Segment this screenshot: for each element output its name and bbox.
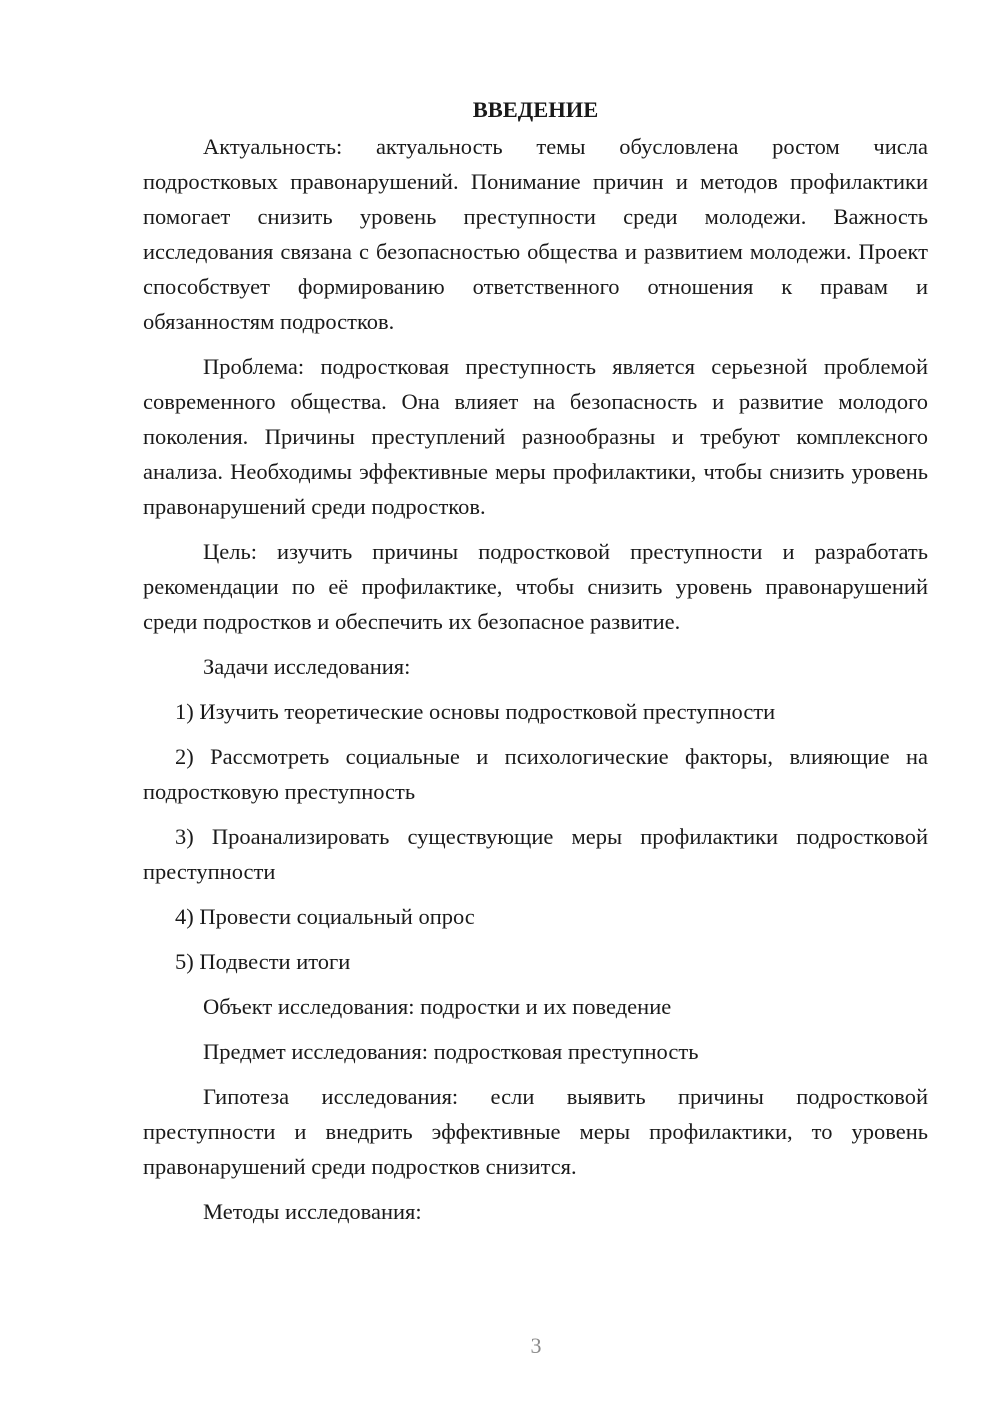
section-heading: ВВЕДЕНИЕ [472, 97, 599, 122]
goal-paragraph: Цель: изучить причины подростковой преступности и разработать рекомендации по её профилактике, чтобы снизить уровень правонарушений среди подростков и обеспечить их безопасное развитие. [143, 539, 928, 634]
page-body [143, 92, 928, 1239]
hypothesis-paragraph: Гипотеза исследования: если выявить причины подростковой преступности и внедрить эффективные меры профилактики, то уровень правонарушений среди подростков снизится. [143, 1084, 928, 1179]
page-number: 3 [530, 1333, 542, 1358]
methods-heading: Методы исследования: [203, 1199, 422, 1224]
task-item: 3) Проанализировать существующие меры профилактики подростковой преступности [143, 824, 928, 884]
task-item: 4) Провести социальный опрос [175, 904, 475, 929]
subject-paragraph: Предмет исследования: подростковая преступность [203, 1039, 699, 1064]
task-item: 1) Изучить теоретические основы подростковой преступности [175, 699, 776, 724]
problem-paragraph: Проблема: подростковая преступность является серьезной проблемой современного общества. Она влияет на безопасность и развитие молодого поколения. Причины преступлений разнообразны и требуют комплексного анализа. Необходимы эффективные меры профилактики, чтобы снизить уровень правонарушений среди подростков. [143, 354, 928, 519]
relevance-paragraph: Актуальность: актуальность темы обусловлена ростом числа подростковых правонарушений. Понимание причин и методов профилактики помогает снизить уровень преступности среди молодежи. Важность исследования связана с безопасностью общества и развитием молодежи. Проект способствует формированию ответственного отношения к правам и обязанностям подростков. [143, 134, 928, 334]
task-item: 5) Подвести итоги [175, 949, 351, 974]
tasks-heading: Задачи исследования: [203, 654, 411, 679]
task-item: 2) Рассмотреть социальные и психологические факторы, влияющие на подростковую преступность [143, 744, 928, 804]
object-paragraph: Объект исследования: подростки и их поведение [203, 994, 672, 1019]
